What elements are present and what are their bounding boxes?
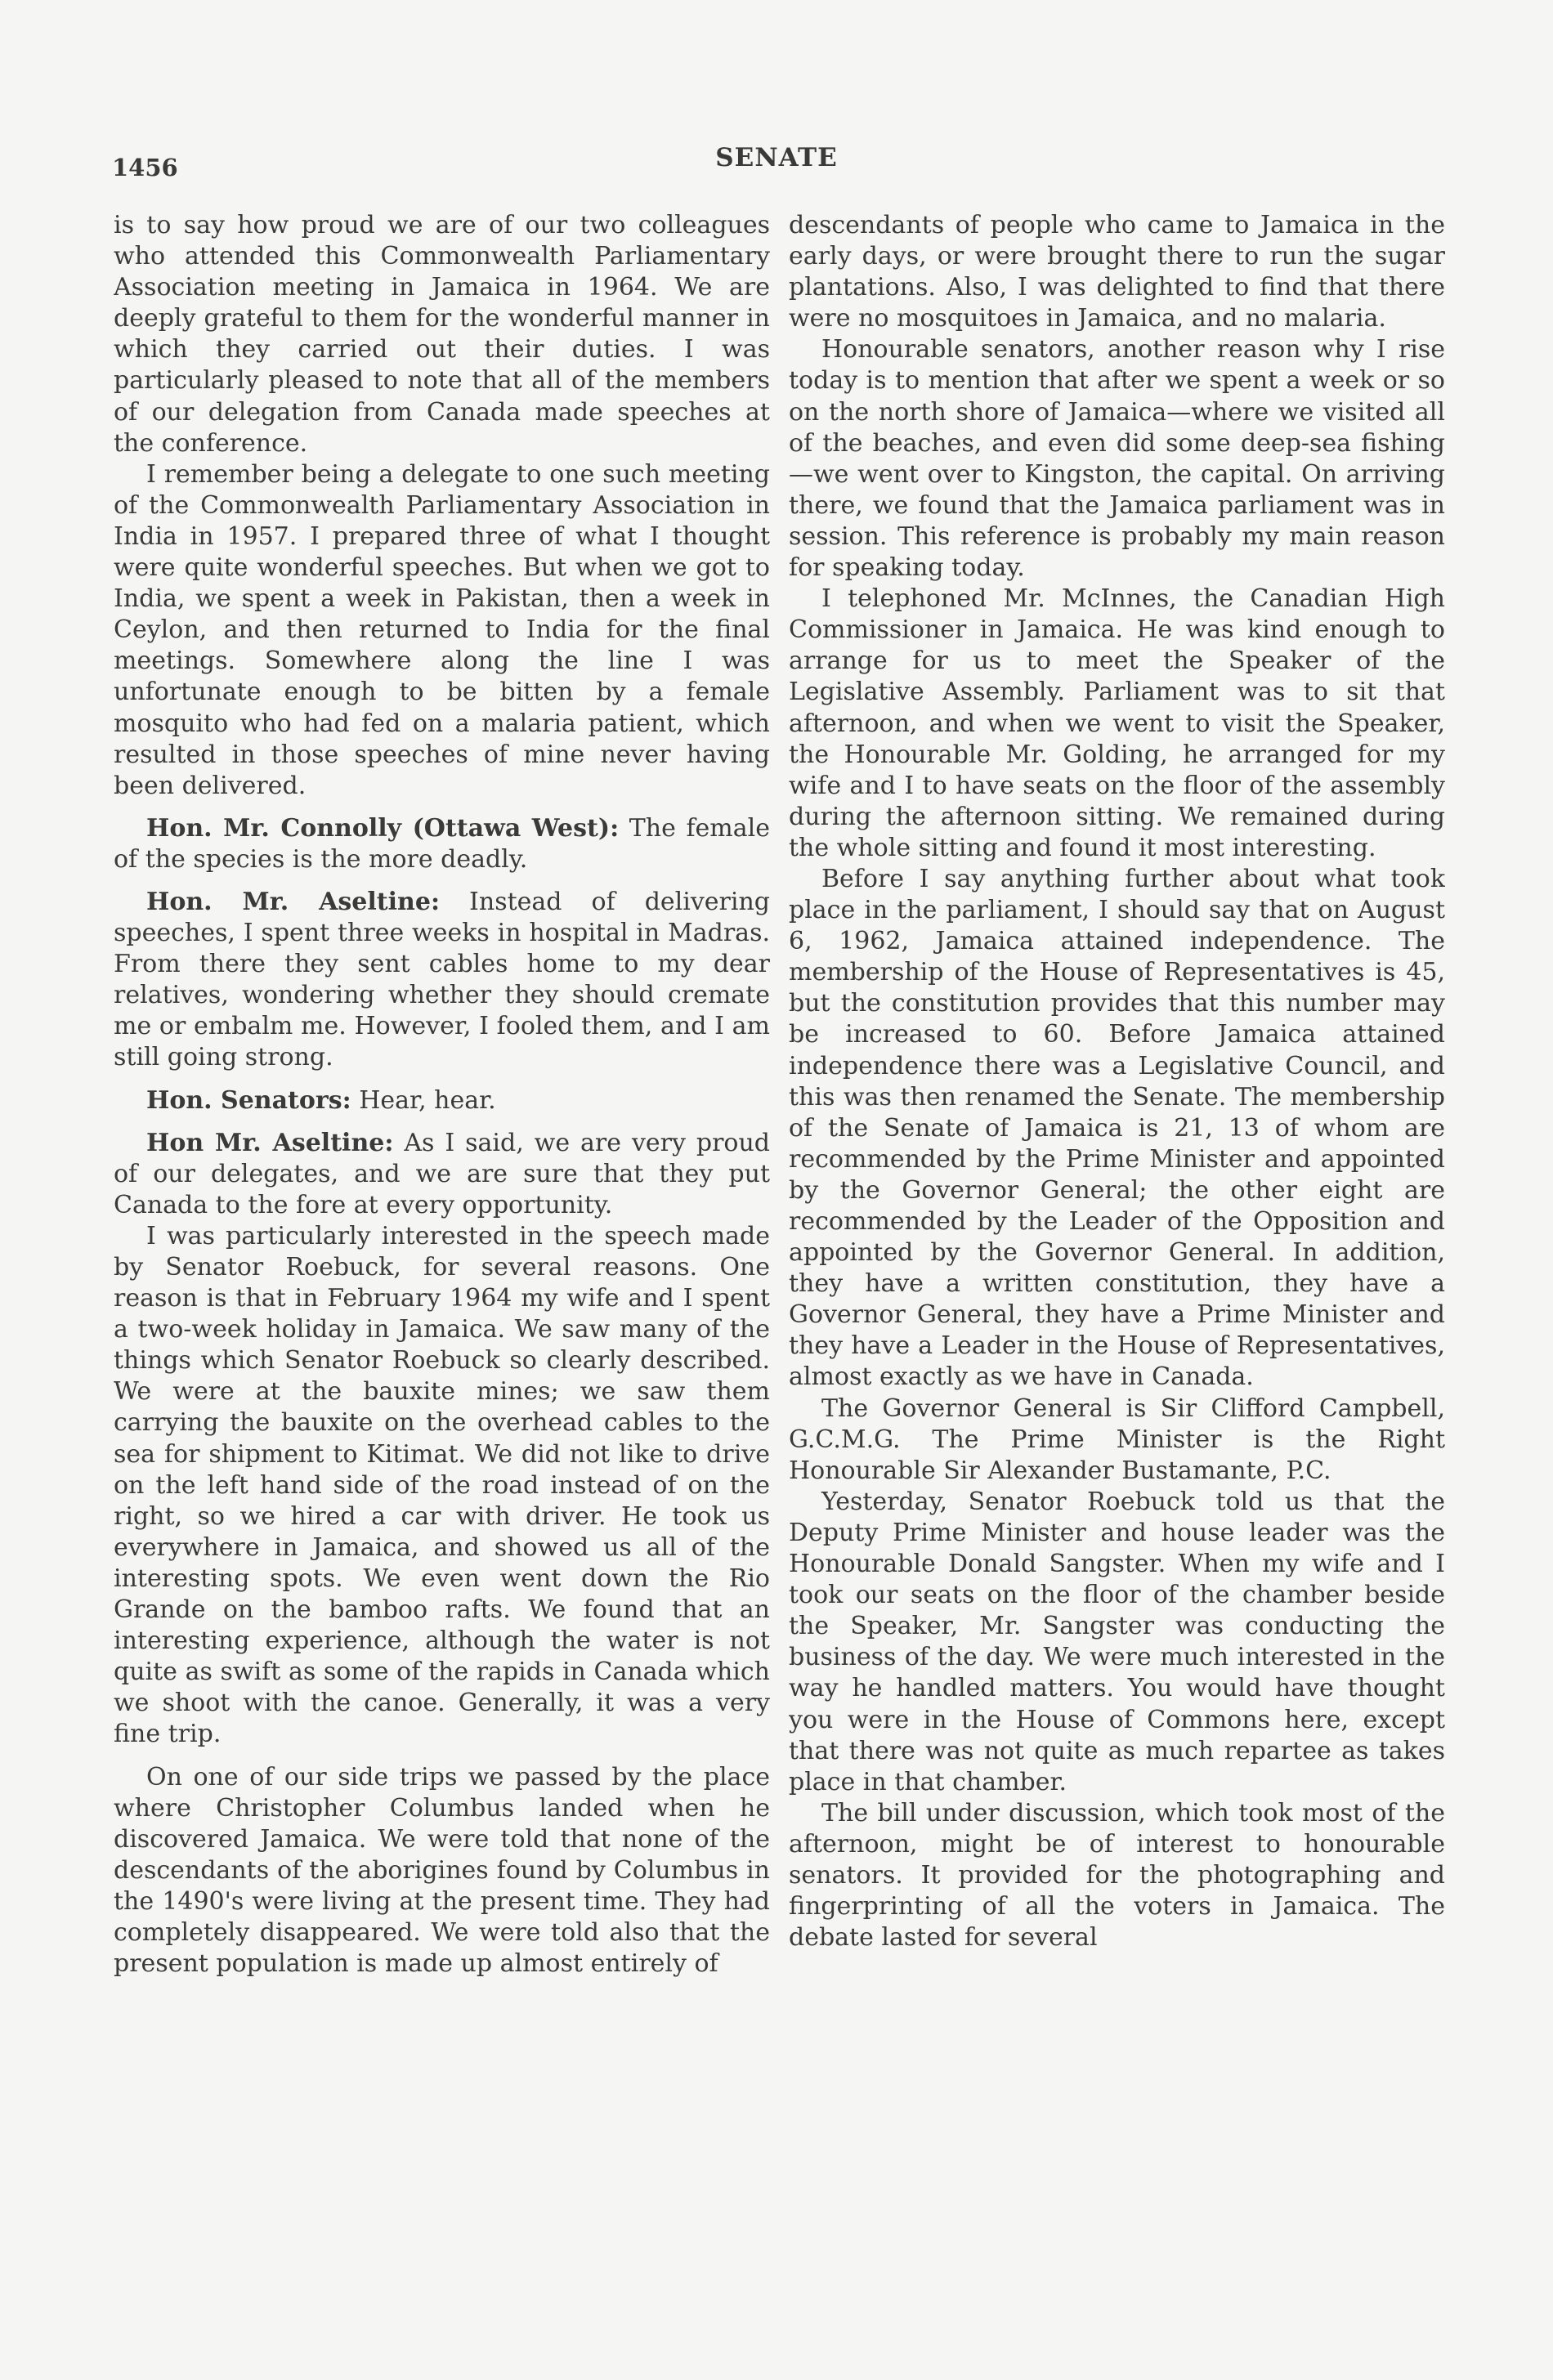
speech-aseltine — [114, 887, 770, 1074]
speech-connolly — [114, 813, 770, 875]
paragraph: Yesterday, Senator Roebuck told us that the Deputy Prime Minister and house leader was the Honourable Donald Sangster. When my wife and I took our seats on the floor of the chamber beside the Speaker, Mr. Sangster was conducting the business of the day. We were much interested in the way he handled matters. You would have thought you were in the House of Commons here, except that there was not quite as much repartee as takes place in that chamber. — [789, 1487, 1445, 1796]
speaker-name: Hon Mr. Aseltine: — [146, 1128, 394, 1157]
speaker-name: Hon. Mr. Aseltine: — [146, 887, 441, 916]
paragraph: I remember being a delegate to one such meeting of the Commonwealth Parliamentary Association in India in 1957. I prepared three of what I thought were quite wonderful speeches. But when we got to India, we spent a week in Pakistan, then a week in Ceylon, and then returned to India for the final meetings. Somewhere along the line I was unfortunate enough to be bitten by a female mosquito who had fed on a malaria patient, which resulted in those speeches of mine never having been delivered. — [114, 459, 770, 800]
speech-text: Instead of delivering speeches, I spent three weeks in hospital in Madras. From there they sent cables home to my dear relatives, wondering whether they should cremate me or embalm me. However, I fooled them, and I am still going strong. — [114, 887, 770, 1072]
page-title: SENATE — [715, 143, 838, 172]
speech-aseltine — [114, 1128, 770, 1221]
paragraph: is to say how proud we are of our two colleagues who attended this Commonwealth Parliamentary Association meeting in Jamaica in 1964. We are deeply grateful to them for the wonderful manner in which they carried out their duties. I was particularly pleased to note that all of the members of our delegation from Canada made speeches at the conference. — [114, 211, 770, 458]
speech-senators — [114, 1085, 770, 1116]
paragraph: I telephoned Mr. McInnes, the Canadian High Commissioner in Jamaica. He was kind enough to arrange for us to meet the Speaker of the Legislative Assembly. Parliament was to sit that afternoon, and when we went to visit the Speaker, the Honourable Mr. Golding, he arranged for my wife and I to have seats on the floor of the assembly during the afternoon sitting. We remained during the whole sitting and found it most interesting. — [789, 584, 1445, 862]
paragraph: Before I say anything further about what took place in the parliament, I should say that on August 6, 1962, Jamaica attained independence. The membership of the House of Representatives is 45, but the constitution provides that this number may be increased to 60. Before Jamaica attained independence there was a Legislative Council, and this was then renamed the Senate. The membership of the Senate of Jamaica is 21, 13 of whom are recommended by the Prime Minister and appointed by the Governor General; the other eight are recommended by the Leader of the Opposition and appointed by the Governor General. In addition, they have a written constitution, they have a Governor General, they have a Prime Minister and they have a Leader in the House of Representatives, almost exactly as we have in Canada. — [789, 864, 1445, 1392]
speaker-name: Hon. Mr. Connolly (Ottawa West): — [146, 813, 620, 843]
paragraph: On one of our side trips we passed by the place where Christopher Columbus landed when he discovered Jamaica. We were told that none of the descendants of the aborigines found by Columbus in the 1490's were living at the present time. They had completely disappeared. We were told also that the present population is made up almost entirely of — [114, 1762, 770, 1979]
speech-text: The female of the species is the more deadly. — [114, 813, 770, 874]
speech-text: As I said, we are very proud of our delegates, and we are sure that they put Canada to the fore at every opportunity. — [114, 1128, 770, 1219]
left-column — [114, 210, 770, 2204]
speech-text: Hear, hear. — [359, 1085, 496, 1115]
paragraph: The bill under discussion, which took most of the afternoon, might be of interest to honourable senators. It provided for the photographing and fingerprinting of all the voters in Jamaica. The debate lasted for several — [789, 1798, 1445, 1953]
paragraph: descendants of people who came to Jamaica in the early days, or were brought there to run the sugar plantations. Also, I was delighted to find that there were no mosquitoes in Jamaica, and no malaria. — [789, 211, 1445, 333]
paragraph: Honourable senators, another reason why I rise today is to mention that after we spent a week or so on the north shore of Jamaica—where we visited all of the beaches, and even did some deep-sea fishing—we went over to Kingston, the capital. On arriving there, we found that the Jamaica parliament was in session. This reference is probably my main reason for speaking today. — [789, 335, 1445, 583]
paragraph: I was particularly interested in the speech made by Senator Roebuck, for several reasons. One reason is that in February 1964 my wife and I spent a two-week holiday in Jamaica. We saw many of the things which Senator Roebuck so clearly described. We were at the bauxite mines; we saw them carrying the bauxite on the overhead cables to the sea for shipment to Kitimat. We did not like to drive on the left hand side of the road instead of on the right, so we hired a car with driver. He took us everywhere in Jamaica, and showed us all of the interesting spots. We even went down the Rio Grande on the bamboo rafts. We found that an interesting experience, although the water is not quite as swift as some of the rapids in Canada which we shoot with the canoe. Generally, it was a very fine trip. — [114, 1221, 770, 1749]
paragraph: The Governor General is Sir Clifford Campbell, G.C.M.G. The Prime Minister is the Right Honourable Sir Alexander Bustamante, P.C. — [789, 1394, 1445, 1485]
speaker-name: Hon. Senators: — [146, 1085, 351, 1115]
page-number: 1456 — [112, 154, 178, 181]
right-column — [789, 210, 1445, 2204]
